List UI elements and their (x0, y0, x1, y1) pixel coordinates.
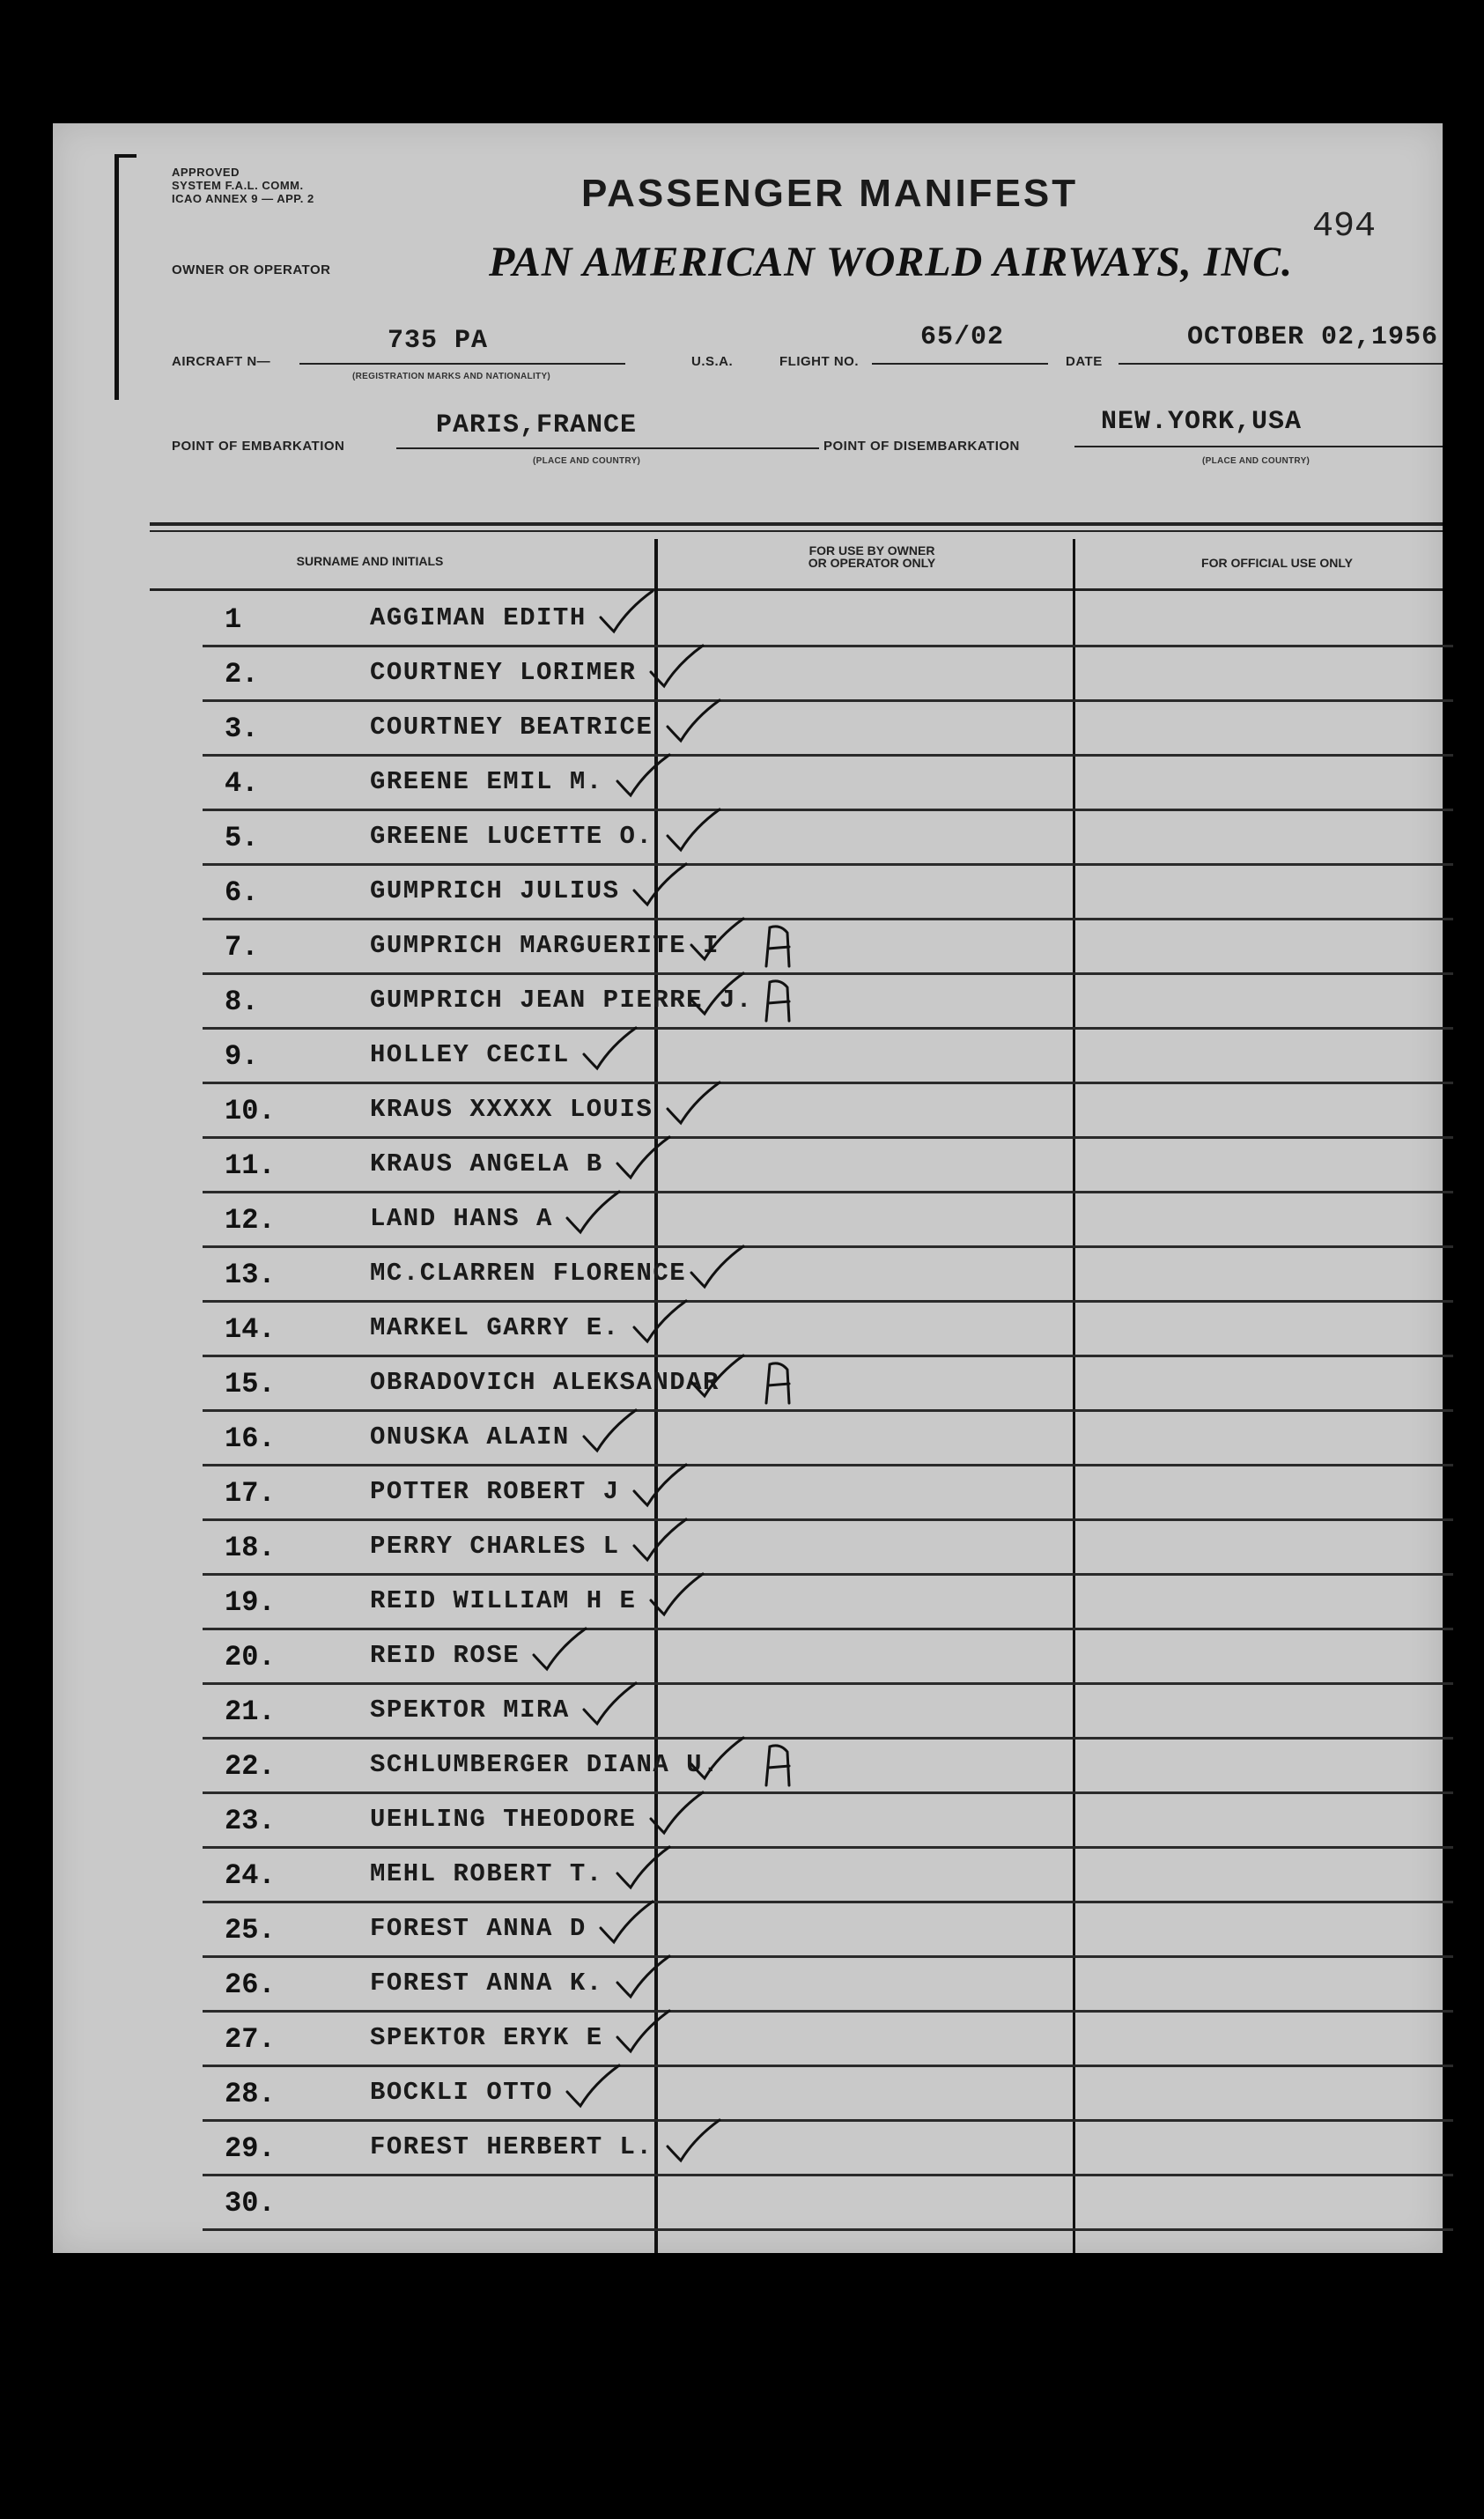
passenger-number: 18. (225, 1532, 276, 1564)
embark-line (396, 447, 819, 449)
passenger-name: MARKEL GARRY E. (370, 1313, 620, 1342)
annotation-mark (757, 1357, 801, 1410)
checkmark-icon (687, 1734, 749, 1784)
table-row (150, 1357, 1453, 1412)
registration-caption: (REGISTRATION MARKS AND NATIONALITY) (352, 372, 551, 381)
checkmark-icon (663, 1079, 725, 1128)
table-row (150, 1685, 1453, 1740)
annotation-text (757, 920, 758, 921)
checkmark-icon (580, 1680, 641, 1729)
passenger-number: 5. (225, 822, 259, 854)
flight-label: FLIGHT NO. (779, 354, 859, 369)
passenger-name: PERRY CHARLES L (370, 1532, 620, 1561)
passenger-name: BOCKLI OTTO (370, 2078, 553, 2107)
passenger-number: 6. (225, 876, 259, 909)
checkmark-icon (630, 1516, 691, 1565)
checkmark-icon (646, 642, 708, 691)
column-surname: SURNAME AND INITIALS (296, 554, 444, 568)
usa-label: U.S.A. (691, 354, 734, 369)
table-row (150, 1630, 1453, 1685)
checkmark-icon (563, 2062, 624, 2111)
table-row (150, 1740, 1453, 1794)
passenger-name: HOLLEY CECIL (370, 1040, 570, 1069)
table-row (150, 2122, 1453, 2176)
operator-name: PAN AMERICAN WORLD AIRWAYS, INC. (489, 239, 1294, 285)
aircraft-label: AIRCRAFT N— (172, 354, 271, 369)
passenger-number: 25. (225, 1914, 276, 1946)
passenger-number: 14. (225, 1313, 276, 1346)
passenger-number: 21. (225, 1695, 276, 1728)
passenger-name: AGGIMAN EDITH (370, 603, 587, 632)
date-value: OCTOBER 02,1956 (1187, 322, 1439, 352)
table-row (150, 866, 1453, 920)
passenger-name: GUMPRICH MARGUERITE I (370, 931, 720, 960)
passenger-name: REID WILLIAM H E (370, 1586, 637, 1615)
handwritten-a-icon (757, 975, 801, 1028)
table-row (150, 1794, 1453, 1849)
passenger-number: 12. (225, 1204, 276, 1237)
table-row (150, 1576, 1453, 1630)
checkmark-icon (580, 1024, 641, 1074)
column-operator: FOR USE BY OWNER OR OPERATOR ONLY (808, 543, 936, 570)
date-line (1119, 363, 1443, 365)
checkmark-icon (646, 1789, 708, 1838)
checkmark-icon (687, 915, 749, 964)
handwritten-a-icon (757, 920, 801, 973)
checkmark-icon (529, 1625, 591, 1674)
passenger-name: KRAUS XXXXX LOUIS (370, 1095, 653, 1124)
passenger-number: 3. (225, 713, 259, 745)
manifest-sheet (53, 123, 1443, 2253)
disembark-line (1074, 446, 1443, 447)
checkmark-icon (687, 1243, 749, 1292)
passenger-number: 1 (225, 603, 242, 636)
passenger-name: SCHLUMBERGER DIANA U. (370, 1750, 720, 1779)
table-row (150, 1958, 1453, 2013)
checkmark-icon (630, 861, 691, 910)
table-row (150, 920, 1453, 975)
passenger-name: GUMPRICH JEAN PIERRE J. (370, 986, 753, 1015)
checkmark-icon (663, 2116, 725, 2166)
table-row (150, 2176, 1453, 2231)
table-row (150, 975, 1453, 1030)
passenger-name: MC.CLARREN FLORENCE (370, 1259, 687, 1288)
passenger-name: UEHLING THEODORE (370, 1805, 637, 1834)
checkmark-icon (613, 1134, 675, 1183)
row-rule (203, 2228, 1453, 2231)
header-bottom-rule (150, 588, 1443, 591)
annotation-mark (757, 1740, 801, 1792)
embark-label: POINT OF EMBARKATION (172, 439, 345, 454)
passenger-name: POTTER ROBERT J (370, 1477, 620, 1506)
annotation-text (757, 975, 758, 976)
passenger-name: COURTNEY BEATRICE (370, 713, 653, 742)
passenger-number: 23. (225, 1805, 276, 1837)
table-row (150, 2067, 1453, 2122)
passenger-number: 27. (225, 2023, 276, 2056)
checkmark-icon (687, 1352, 749, 1401)
passenger-name: LAND HANS A (370, 1204, 553, 1233)
passenger-number: 16. (225, 1422, 276, 1455)
passenger-number: 26. (225, 1969, 276, 2001)
annotation-mark (757, 920, 801, 973)
table-row (150, 593, 1453, 647)
passenger-number: 19. (225, 1586, 276, 1619)
table-row (150, 1193, 1453, 1248)
passenger-name: FOREST ANNA K. (370, 1969, 603, 1998)
checkmark-icon (687, 970, 749, 1019)
table-top-rule-2 (150, 530, 1443, 532)
table-top-rule (150, 522, 1443, 526)
table-row (150, 1030, 1453, 1084)
checkmark-icon (580, 1407, 641, 1456)
checkmark-icon (613, 751, 675, 801)
checkmark-icon (596, 587, 658, 637)
aircraft-line (299, 363, 625, 365)
checkmark-icon (563, 1188, 624, 1237)
passenger-name: SPEKTOR ERYK E (370, 2023, 603, 2052)
passenger-number: 7. (225, 931, 259, 964)
disembark-caption: (PLACE AND COUNTRY) (1202, 456, 1310, 466)
table-row (150, 1466, 1453, 1521)
passenger-number: 28. (225, 2078, 276, 2110)
embark-value: PARIS,FRANCE (436, 410, 638, 440)
embark-caption: (PLACE AND COUNTRY) (533, 456, 641, 466)
passenger-name: MEHL ROBERT T. (370, 1859, 603, 1888)
checkmark-icon (630, 1461, 691, 1511)
date-label: DATE (1066, 354, 1103, 369)
page-number: 494 (1312, 207, 1377, 247)
table-row (150, 1139, 1453, 1193)
table-row (150, 702, 1453, 757)
passenger-name: KRAUS ANGELA B (370, 1149, 603, 1178)
annotation-text (757, 1357, 758, 1358)
passenger-number: 2. (225, 658, 259, 691)
handwritten-a-icon (757, 1357, 801, 1410)
passenger-number: 4. (225, 767, 259, 800)
handwritten-a-icon (757, 1740, 801, 1792)
passenger-number: 11. (225, 1149, 276, 1182)
disembark-label: POINT OF DISEMBARKATION (823, 439, 1020, 454)
table-row (150, 1084, 1453, 1139)
checkmark-icon (613, 1843, 675, 1893)
passenger-number: 20. (225, 1641, 276, 1673)
checkmark-icon (663, 697, 725, 746)
table-row (150, 1903, 1453, 1958)
passenger-number: 29. (225, 2132, 276, 2165)
table-row (150, 811, 1453, 866)
checkmark-icon (613, 1953, 675, 2002)
passenger-number: 9. (225, 1040, 259, 1073)
table-row (150, 1849, 1453, 1903)
passenger-number: 17. (225, 1477, 276, 1510)
table-row (150, 757, 1453, 811)
form-title: PASSENGER MANIFEST (581, 172, 1079, 215)
passenger-number: 30. (225, 2187, 276, 2220)
approval-stamp: APPROVED SYSTEM F.A.L. COMM. ICAO ANNEX 9 — APP. 2 (172, 166, 314, 205)
passenger-number: 15. (225, 1368, 276, 1400)
passenger-number: 22. (225, 1750, 276, 1783)
disembark-value: NEW.YORK,USA (1101, 407, 1303, 437)
table-row (150, 1412, 1453, 1466)
checkmark-icon (630, 1297, 691, 1347)
passenger-name: OBRADOVICH ALEKSANDAR (370, 1368, 720, 1397)
passenger-name: ONUSKA ALAIN (370, 1422, 570, 1452)
corner-bracket (114, 154, 137, 400)
passenger-number: 8. (225, 986, 259, 1018)
passenger-number: 13. (225, 1259, 276, 1291)
annotation-mark (757, 975, 801, 1028)
checkmark-icon (613, 2007, 675, 2057)
passenger-name: FOREST ANNA D (370, 1914, 587, 1943)
column-official: FOR OFFICIAL USE ONLY (1201, 556, 1353, 570)
passenger-name: GUMPRICH JULIUS (370, 876, 620, 905)
passenger-name: SPEKTOR MIRA (370, 1695, 570, 1725)
checkmark-icon (596, 1898, 658, 1947)
table-row (150, 647, 1453, 702)
passenger-number: 10. (225, 1095, 276, 1127)
passenger-name: GREENE EMIL M. (370, 767, 603, 796)
flight-value: 65/02 (920, 322, 1005, 352)
table-row (150, 2013, 1453, 2067)
owner-label: OWNER OR OPERATOR (172, 262, 331, 277)
passenger-name: COURTNEY LORIMER (370, 658, 637, 687)
table-row (150, 1303, 1453, 1357)
table-row (150, 1248, 1453, 1303)
passenger-name: FOREST HERBERT L. (370, 2132, 653, 2161)
passenger-name: GREENE LUCETTE O. (370, 822, 653, 851)
flight-line (872, 363, 1048, 365)
aircraft-value: 735 PA (388, 326, 489, 356)
passenger-name: REID ROSE (370, 1641, 521, 1670)
passenger-number: 24. (225, 1859, 276, 1892)
checkmark-icon (646, 1570, 708, 1620)
table-row (150, 1521, 1453, 1576)
checkmark-icon (663, 806, 725, 855)
